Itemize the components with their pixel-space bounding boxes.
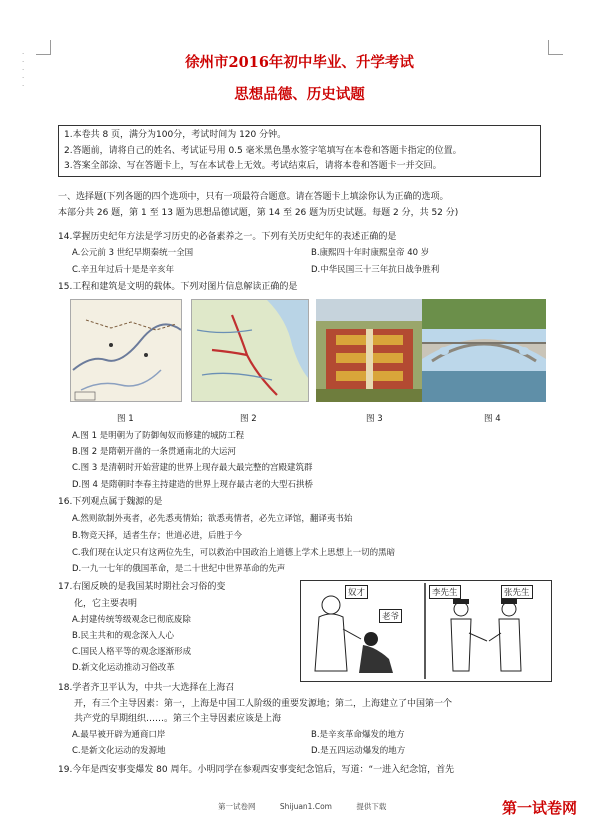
figure-4-caption: 图 4 — [484, 414, 501, 424]
q17-stem-1: 17.右图反映的是我国某时期社会习俗的变 — [58, 582, 226, 592]
q16-option-c: C.我们现在认定只有这两位先生，可以救治中国政治上道德上学术上思想上一切的黑暗 — [72, 548, 396, 558]
q16-option-b: B.物竞天择，适者生存；世道必进，后胜于今 — [72, 531, 243, 541]
binding-dots: · · · · · — [22, 50, 25, 90]
section-instruction-2: 本部分共 26 题，第 1 至 13 题为思想品德试题，第 14 至 26 题为历史试题。每题 2 分，共 52 分) — [58, 208, 459, 218]
wall-map-icon — [71, 300, 182, 402]
cartoon-label-slave: 奴才 — [345, 585, 368, 599]
footer-site-url: Shijuan1.Com — [279, 802, 332, 811]
q17-stem-2: 化，它主要表明 — [74, 599, 138, 609]
q15-option-a: A.图 1 是明朝为了防御匈奴而修建的城防工程 — [72, 431, 245, 441]
figure-1-caption: 图 1 — [117, 414, 134, 424]
figure-3-caption: 图 3 — [366, 414, 383, 424]
cartoon-label-li: 李先生 — [429, 585, 461, 599]
notice-box — [58, 125, 541, 177]
q18-option-b: B.是辛亥革命爆发的地方 — [311, 730, 405, 740]
footer-site-name: 第一试卷网 — [218, 802, 256, 811]
q15-option-d: D.图 4 是隋朝时李春主持建造的世界上现存最古老的大型石拱桥 — [72, 480, 314, 490]
notice-line-2: 2.答题前，请将自己的姓名、考试证号用 0.5 毫米黑色墨水签字笔填写在本卷和答题卡指定的位置。 — [64, 145, 462, 156]
figure-4-photo — [422, 299, 546, 402]
page-title: 徐州市2016年初中毕业、升学考试 — [185, 54, 414, 71]
q14-option-b: B.康熙四十年时康熙皇帝 40 岁 — [311, 248, 430, 258]
q15-stem: 15.工程和建筑是文明的载体。下列对图片信息解读正确的是 — [58, 282, 298, 292]
stone-bridge-photo-icon — [422, 299, 546, 402]
q18-option-a: A.最早被开辟为通商口岸 — [72, 730, 166, 740]
q18-stem-2: 开，有三个主导因素：第一，上海是中国工人阶级的重要发源地；第二，上海建立了中国第一个 — [74, 699, 453, 709]
notice-line-3: 3.答案全部涂、写在答题卡上，写在本试卷上无效。考试结束后，请将本卷和答题卡一并交回。 — [64, 161, 442, 171]
footer-download: 提供下载 — [356, 802, 387, 811]
figure-2-caption: 图 2 — [240, 414, 257, 424]
q17-option-a: A.封建传统等级观念已彻底废除 — [72, 615, 191, 625]
q16-stem: 16.下列观点属于魏源的是 — [58, 497, 163, 507]
q15-option-c: C.图 3 是清朝时开始营建的世界上现存最大最完整的宫殿建筑群 — [72, 463, 313, 473]
figure-2-map — [191, 299, 309, 402]
q16-option-d: D.一九一七年的俄国革命，是二十世纪中世界革命的先声 — [72, 564, 286, 574]
q14-option-a: A.公元前 3 世纪早期秦统一全国 — [72, 248, 194, 258]
section-instruction-1: 一、选择题(下列各题的四个选项中，只有一项最符合题意。请在答题卡上填涂你认为正确的选项。 — [58, 192, 449, 202]
q14-option-d: D.中华民国三十三年抗日战争胜利 — [311, 265, 440, 275]
q18-option-d: D.是五四运动爆发的地方 — [311, 746, 406, 756]
q14-stem: 14.掌握历史纪年方法是学习历史的必备素养之一。下列有关历史纪年的表述正确的是 — [58, 232, 397, 242]
q17-cartoon — [300, 580, 552, 682]
brand-logo: 第一试卷网 — [501, 799, 577, 817]
q18-stem-3: 共产党的早期组织……。第三个主导因素应该是上海 — [74, 714, 282, 724]
q18-stem-1: 18.学者齐卫平认为，中共一大选择在上海召 — [58, 683, 235, 693]
q14-option-c: C.辛丑年过后十是是辛亥年 — [72, 265, 175, 275]
canal-map-icon — [192, 300, 309, 402]
page-footer — [218, 801, 408, 812]
cartoon-label-master: 老爷 — [379, 609, 402, 623]
q18-option-c: C.是新文化运动的发源地 — [72, 746, 166, 756]
cartoon-label-zhang: 张先生 — [501, 585, 533, 599]
q17-option-d: D.新文化运动推动习俗改革 — [72, 663, 175, 673]
q19-stem: 19.今年是西安事变爆发 80 周年。小明同学在参观西安事变纪念馆后，写道：“一进入纪念馆，首先 — [58, 765, 455, 775]
notice-line-1: 1.本卷共 8 页，满分为100分，考试时间为 120 分钟。 — [64, 130, 287, 140]
q17-option-c: C.国民人格平等的观念逐渐形成 — [72, 647, 192, 657]
palace-photo-icon — [316, 299, 423, 402]
q17-option-b: B.民主共和的观念深入人心 — [72, 631, 175, 641]
figure-1-map — [70, 299, 182, 402]
q15-option-b: B.图 2 是隋朝开凿的一条贯通南北的大运河 — [72, 447, 236, 457]
page-subtitle: 思想品德、历史试题 — [234, 86, 365, 103]
figure-3-photo — [316, 299, 423, 402]
q16-option-a: A.然则欲制外夷者，必先悉夷情始；欲悉夷情者，必先立译馆，翻译夷书始 — [72, 514, 353, 524]
